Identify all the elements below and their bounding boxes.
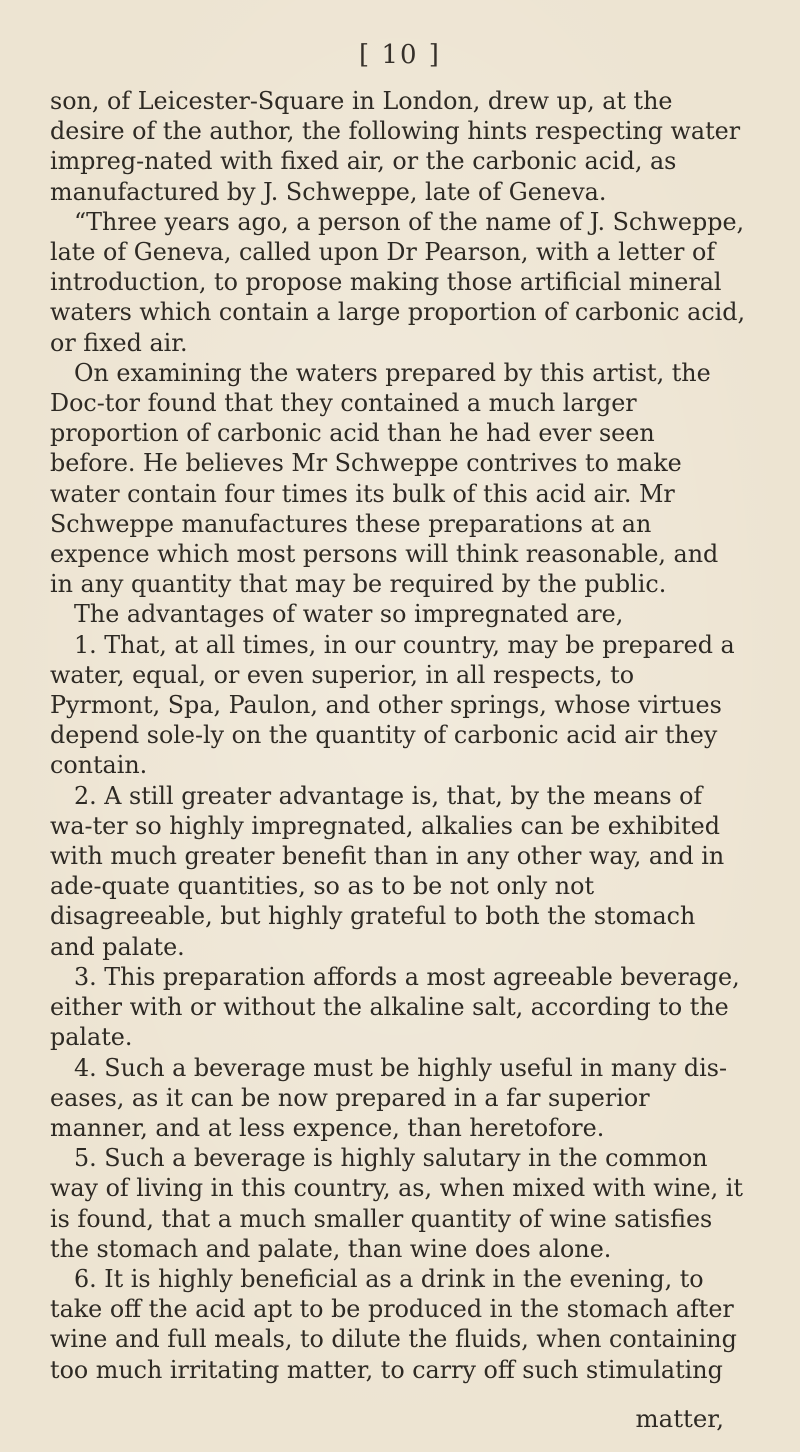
- paragraph-10: 6. It is highly beneficial as a drink in the evening, to take off the acid apt to be produced in the stomach after wine and full meals, to dilute the fluids, when containing too much irritating matter, to carry off such stimulating: [50, 1264, 737, 1384]
- paragraph-5: 1. That, at all times, in our country, may be prepared a water, equal, or even superior, in all respects, to Pyrmont, Spa, Paulon, and other springs, whose virtues depend sole-ly on the quantity of carbonic acid air they contain.: [50, 630, 735, 780]
- paragraph-2: “Three years ago, a person of the name of J. Schweppe, late of Geneva, called upon Dr Pearson, with a letter of introduction, to propose making those artificial mineral waters which contain a large proportion of carbonic acid, or fixed air.: [50, 207, 746, 357]
- page-number: [ 10 ]: [359, 40, 441, 70]
- catchword: matter,: [635, 1404, 724, 1433]
- paragraph-4: The advantages of water so impregnated are,: [74, 600, 624, 629]
- body-text: [50, 86, 746, 1385]
- paragraph-3: On examining the waters prepared by this artist, the Doc-tor found that they contained a much larger proportion of carbonic acid than he had ever seen before. He believes Mr Schweppe contrives to make water contain four times its bulk of this acid air. Mr Schweppe manufactures these preparations at an expence which most persons will think reasonable, and in any quantity that may be required by the public.: [50, 358, 719, 599]
- paragraph-7: 3. This preparation affords a most agreeable beverage, either with or without the alkaline salt, according to the palate.: [50, 962, 740, 1052]
- paragraph-8: 4. Such a beverage must be highly useful in many dis-eases, as it can be now prepared in a far superior manner, and at less expence, than heretofore.: [50, 1053, 727, 1142]
- paragraph-1: son, of Leicester-Square in London, drew up, at the desire of the author, the following hints respecting water impreg-nated with fixed air, or the carbonic acid, as manufactured by J. Schweppe, late of Geneva.: [50, 87, 741, 206]
- paragraph-9: 5. Such a beverage is highly salutary in the common way of living in this country, as, when mixed with wine, it is found, that a much smaller quantity of wine satisfies the stomach and palate, than wine does alone.: [50, 1144, 743, 1263]
- paragraph-6: 2. A still greater advantage is, that, by the means of wa-ter so highly impregnated, alkalies can be exhibited with much greater benefit than in any other way, and in ade-quate quantities, so as to be not only not disagreeable, but highly grateful to both the stomach and palate.: [50, 781, 725, 961]
